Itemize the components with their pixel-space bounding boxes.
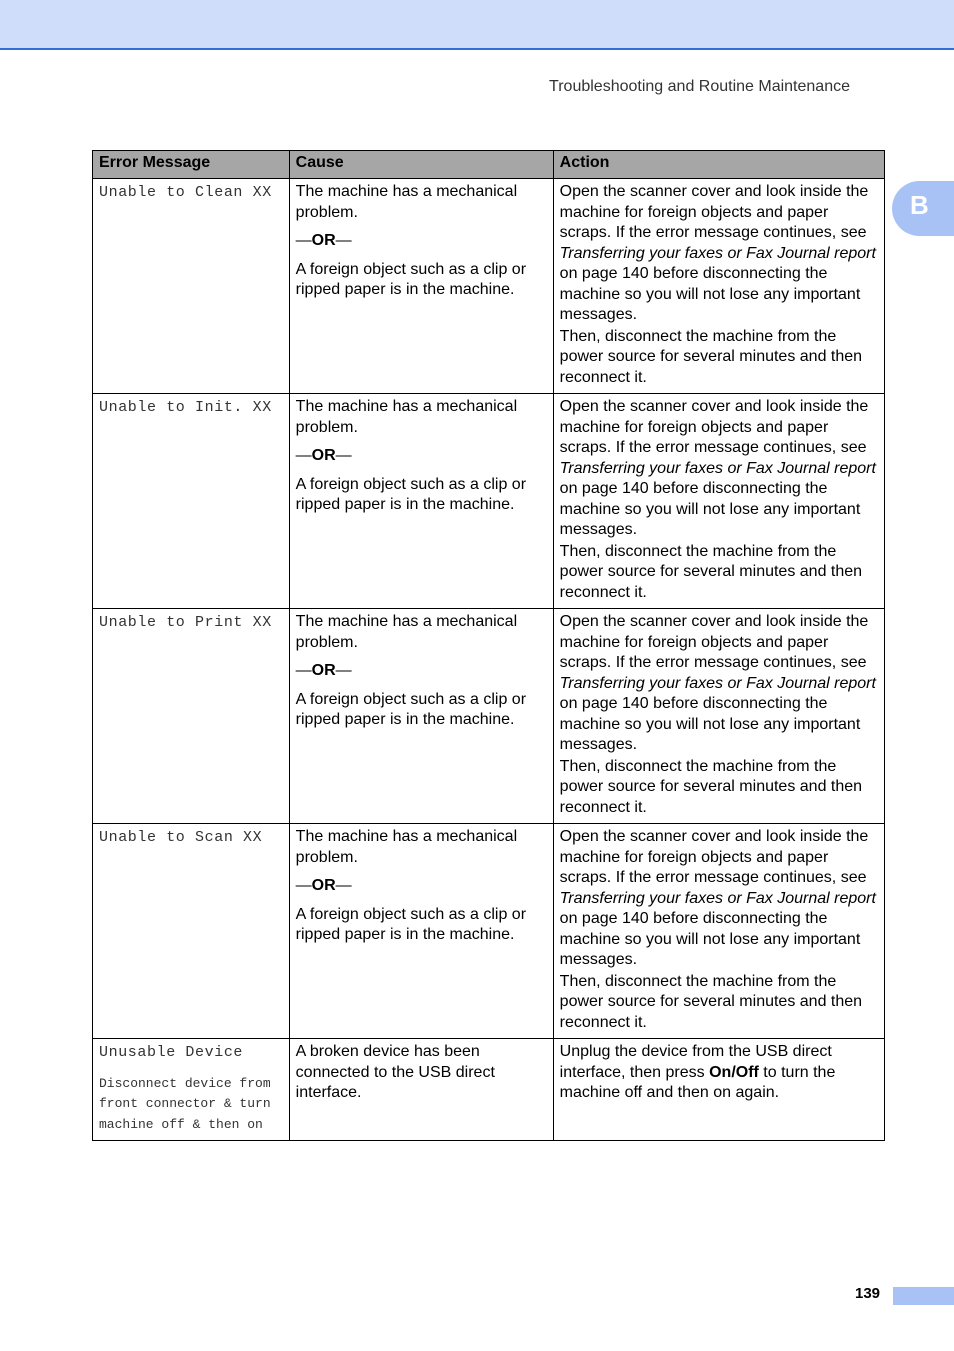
page-number: 139 xyxy=(855,1285,881,1302)
or-separator: —OR— xyxy=(295,877,352,894)
on-off-key-label: On/Off xyxy=(709,1063,759,1081)
table-row xyxy=(93,179,885,394)
page-number-bar xyxy=(893,1287,954,1305)
cause-cell xyxy=(289,179,553,394)
cause-cell xyxy=(289,609,553,824)
or-separator: —OR— xyxy=(295,232,352,249)
cause-text: A broken device has been connected to the USB direct interface. xyxy=(295,1043,495,1101)
action-cell xyxy=(553,824,884,1039)
cause-text: The machine has a mechanical problem. xyxy=(295,828,518,866)
action-text: Open the scanner cover and look inside the machine for foreign objects and paper scraps. If the error message continues, see Transferring your faxes or Fax Journal report on page 140 before disconnecting the machine so you will not lose any important messages. xyxy=(559,613,876,753)
cause-text: The machine has a mechanical problem. xyxy=(295,398,518,436)
cause-alt-text: A foreign object such as a clip or ripped paper is in the machine. xyxy=(295,905,527,943)
column-header-cause: Cause xyxy=(289,151,553,179)
reference-link: Transferring your faxes or Fax Journal report xyxy=(559,459,876,477)
error-message-cell xyxy=(93,394,290,609)
action-followup-text: Then, disconnect the machine from the power source for several minutes and then reconnect it. xyxy=(559,972,863,1031)
cause-text: The machine has a mechanical problem. xyxy=(295,613,518,651)
column-header-action: Action xyxy=(553,151,884,179)
reference-link: Transferring your faxes or Fax Journal report xyxy=(559,674,876,692)
error-message-text: Unable to Clean XX xyxy=(99,184,272,201)
action-text: Open the scanner cover and look inside the machine for foreign objects and paper scraps. If the error message continues, see Transferring your faxes or Fax Journal report on page 140 before disconnecting the machine so you will not lose any important messages. xyxy=(559,183,876,323)
action-text: Unplug the device from the USB direct interface, then press On/Off to turn the machine off and then on again. xyxy=(559,1043,836,1101)
error-message-cell xyxy=(93,1039,290,1141)
action-followup-text: Then, disconnect the machine from the power source for several minutes and then reconnect it. xyxy=(559,757,863,816)
action-followup-text: Then, disconnect the machine from the power source for several minutes and then reconnect it. xyxy=(559,542,863,601)
error-message-text: Unusable Device xyxy=(99,1044,244,1061)
error-message-text: Unable to Scan XX xyxy=(99,829,263,846)
or-separator: —OR— xyxy=(295,447,352,464)
action-cell xyxy=(553,394,884,609)
appendix-side-tab xyxy=(892,181,954,236)
action-cell xyxy=(553,609,884,824)
cause-alt-text: A foreign object such as a clip or ripped paper is in the machine. xyxy=(295,690,527,728)
error-message-table xyxy=(92,150,885,1141)
action-cell xyxy=(553,1039,884,1141)
error-message-cell xyxy=(93,179,290,394)
or-separator: —OR— xyxy=(295,662,352,679)
reference-link: Transferring your faxes or Fax Journal report xyxy=(559,244,876,262)
side-tab-letter: B xyxy=(910,190,929,220)
table-row xyxy=(93,394,885,609)
reference-link: Transferring your faxes or Fax Journal report xyxy=(559,889,876,907)
error-detail-text: Disconnect device from front connector & turn machine off & then on xyxy=(99,1075,271,1132)
error-message-cell xyxy=(93,824,290,1039)
column-header-error-message: Error Message xyxy=(93,151,290,179)
cause-cell xyxy=(289,394,553,609)
cause-cell xyxy=(289,824,553,1039)
error-message-cell xyxy=(93,609,290,824)
error-message-text: Unable to Init. XX xyxy=(99,399,272,416)
table-row xyxy=(93,824,885,1039)
action-cell xyxy=(553,179,884,394)
table-row xyxy=(93,609,885,824)
cause-text: The machine has a mechanical problem. xyxy=(295,183,518,221)
running-header-title: Troubleshooting and Routine Maintenance xyxy=(549,78,850,95)
action-followup-text: Then, disconnect the machine from the power source for several minutes and then reconnect it. xyxy=(559,327,863,386)
cause-alt-text: A foreign object such as a clip or ripped paper is in the machine. xyxy=(295,475,527,513)
cause-alt-text: A foreign object such as a clip or ripped paper is in the machine. xyxy=(295,260,527,298)
cause-cell xyxy=(289,1039,553,1141)
error-message-text: Unable to Print XX xyxy=(99,614,272,631)
top-color-band xyxy=(0,0,954,50)
action-text: Open the scanner cover and look inside the machine for foreign objects and paper scraps. If the error message continues, see Transferring your faxes or Fax Journal report on page 140 before disconnecting the machine so you will not lose any important messages. xyxy=(559,828,876,968)
action-text: Open the scanner cover and look inside the machine for foreign objects and paper scraps. If the error message continues, see Transferring your faxes or Fax Journal report on page 140 before disconnecting the machine so you will not lose any important messages. xyxy=(559,398,876,538)
table-row xyxy=(93,1039,885,1141)
table-header-row xyxy=(93,151,885,179)
